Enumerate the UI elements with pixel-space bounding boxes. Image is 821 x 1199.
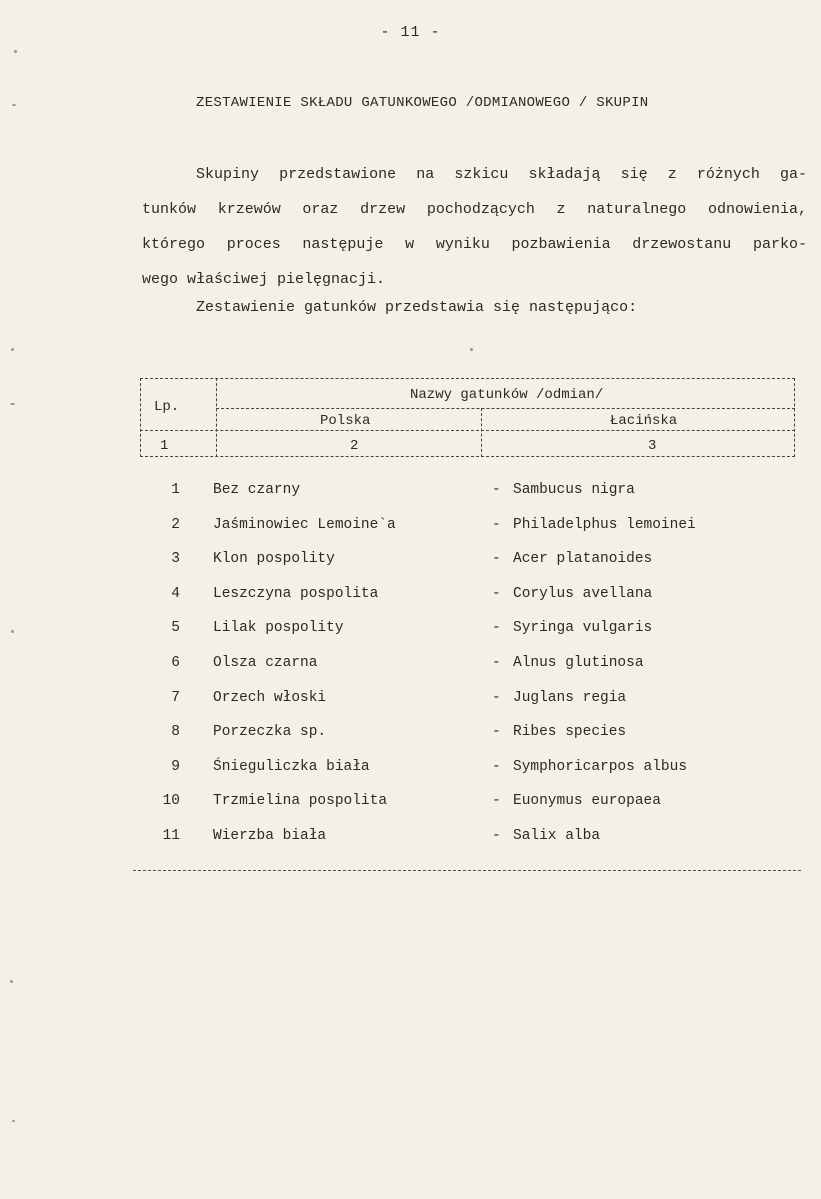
polish-name: Śnieguliczka biała — [213, 758, 370, 775]
latin-name: Corylus avellana — [513, 585, 653, 602]
paper-speck — [10, 980, 13, 983]
list-item — [140, 822, 800, 857]
row-number: 2 — [171, 516, 180, 533]
polish-name: Lilak pospolity — [213, 620, 344, 637]
polish-name: Trzmielina pospolita — [213, 793, 388, 810]
list-item — [140, 787, 800, 822]
species-list — [140, 476, 800, 857]
header-divider — [216, 378, 217, 457]
header-divider — [794, 378, 795, 457]
latin-name: Alnus glutinosa — [513, 654, 644, 671]
closing-rule — [133, 870, 801, 871]
dash: - — [492, 516, 501, 533]
header-rule — [140, 378, 795, 379]
dash: - — [492, 585, 501, 602]
row-number: 4 — [171, 585, 180, 602]
polish-name: Bez czarny — [213, 482, 301, 498]
list-item — [140, 649, 800, 684]
latin-name: Ribes species — [513, 724, 627, 741]
list-item — [140, 684, 800, 719]
header-colnum-1: 1 — [160, 438, 169, 454]
row-number: 6 — [171, 654, 180, 671]
list-item — [140, 753, 800, 788]
paper-speck — [12, 104, 16, 106]
polish-name: Jaśminowiec Lemoine`a — [213, 516, 396, 533]
paragraph-line: tunków krzewów oraz drzew pochodzących z naturalnego odnowienia, — [142, 201, 807, 218]
header-polish: Polska — [320, 413, 371, 429]
intro-paragraph — [142, 157, 807, 297]
dash: - — [492, 793, 501, 810]
polish-name: Klon pospolity — [213, 551, 335, 568]
header-colnum-3: 3 — [648, 438, 657, 454]
list-item — [140, 614, 800, 649]
row-number: 9 — [171, 758, 180, 775]
polish-name: Orzech włoski — [213, 689, 327, 706]
dash: - — [492, 758, 501, 775]
list-item — [140, 580, 800, 615]
paper-speck — [10, 403, 15, 405]
row-number: 7 — [171, 689, 180, 706]
paragraph-line: wego właściwej pielęgnacji. — [142, 271, 386, 288]
latin-name: Syringa vulgaris — [513, 620, 653, 637]
row-number: 10 — [162, 793, 180, 810]
header-divider — [140, 378, 141, 457]
list-item — [140, 545, 800, 580]
latin-name: Philadelphus lemoinei — [513, 516, 696, 533]
latin-name: Acer platanoides — [513, 551, 653, 568]
row-number: 5 — [171, 620, 180, 637]
latin-name: Euonymus europaea — [513, 793, 661, 810]
dash: - — [492, 551, 501, 568]
header-latin: Łacińska — [610, 413, 678, 429]
table-header — [140, 372, 795, 458]
polish-name: Leszczyna pospolita — [213, 585, 379, 602]
row-number: 3 — [171, 551, 180, 568]
header-rule — [140, 430, 795, 431]
dash: - — [492, 654, 501, 671]
page-number: - 11 - — [380, 24, 441, 41]
lead-in-sentence: Zestawienie gatunków przedstawia się następująco: — [196, 299, 638, 316]
paper-speck — [12, 1120, 15, 1122]
header-lp: Lp. — [154, 399, 180, 415]
header-rule — [216, 408, 795, 409]
list-item — [140, 718, 800, 753]
paper-speck — [14, 50, 17, 53]
header-rule — [140, 456, 795, 457]
latin-name: Symphoricarpos albus — [513, 758, 688, 775]
row-number: 11 — [162, 827, 180, 844]
dash: - — [492, 724, 501, 741]
row-number: 1 — [171, 482, 180, 498]
latin-name: Salix alba — [513, 827, 601, 844]
paragraph-line: którego proces następuje w wyniku pozbawienia drzewostanu parko- — [142, 236, 807, 253]
paper-speck — [11, 630, 14, 633]
dash: - — [492, 827, 501, 844]
dash: - — [492, 620, 501, 637]
paper-speck — [470, 348, 473, 351]
row-number: 8 — [171, 724, 180, 741]
polish-name: Wierzba biała — [213, 827, 327, 844]
latin-name: Juglans regia — [513, 689, 627, 706]
polish-name: Olsza czarna — [213, 654, 318, 671]
header-divider — [481, 408, 482, 457]
list-item — [140, 476, 800, 511]
latin-name: Sambucus nigra — [513, 482, 635, 498]
dash: - — [492, 482, 501, 498]
header-names: Nazwy gatunków /odmian/ — [410, 387, 604, 403]
dash: - — [492, 689, 501, 706]
list-item — [140, 511, 800, 546]
polish-name: Porzeczka sp. — [213, 724, 327, 741]
document-title: ZESTAWIENIE SKŁADU GATUNKOWEGO /ODMIANOWEGO / SKUPIN — [196, 95, 649, 111]
paragraph-line: Skupiny przedstawione na szkicu składają się z różnych ga- — [196, 166, 807, 183]
paper-speck — [11, 348, 14, 351]
header-colnum-2: 2 — [350, 438, 359, 454]
